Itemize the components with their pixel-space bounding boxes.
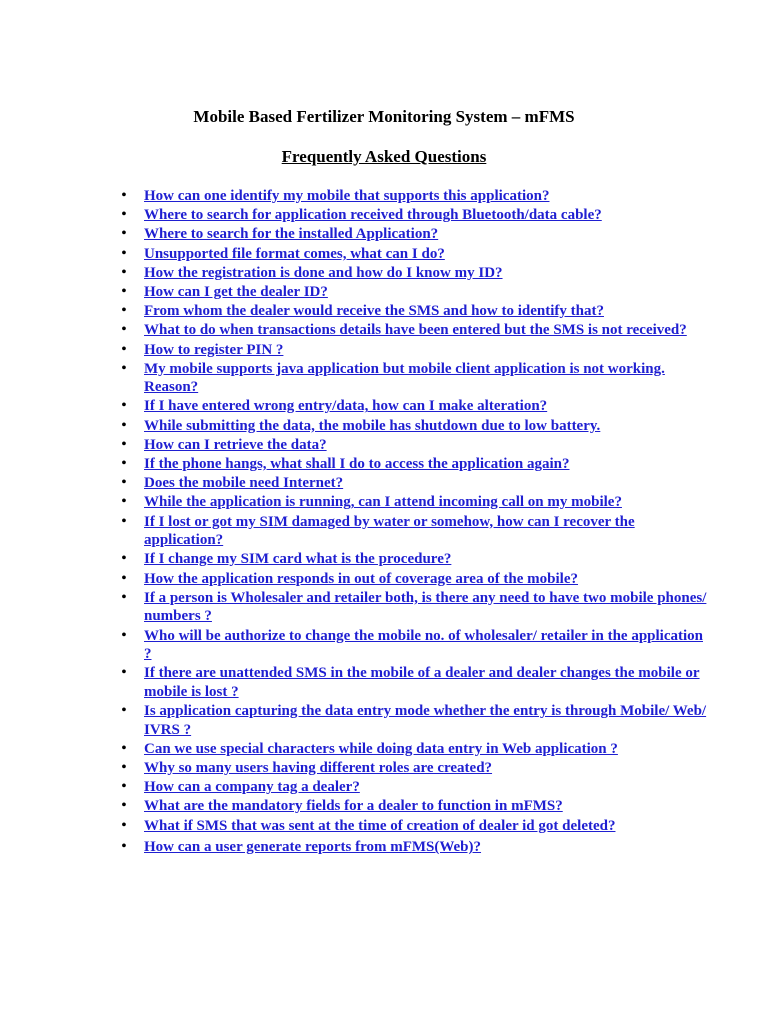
faq-item	[0, 455, 768, 474]
faq-question-link[interactable]: While submitting the data, the mobile has shutdown due to low battery.	[144, 417, 601, 434]
faq-question-link[interactable]: How the application responds in out of coverage area of the mobile?	[144, 570, 579, 587]
faq-question-link[interactable]: How can a company tag a dealer?	[144, 779, 360, 796]
faq-question-link[interactable]: What are the mandatory fields for a dealer to function in mFMS?	[144, 798, 563, 815]
bullet-icon: •	[121, 322, 127, 338]
bullet-icon: •	[121, 436, 127, 452]
faq-question-link[interactable]: If the phone hangs, what shall I do to access the application again?	[144, 456, 570, 473]
faq-item	[0, 436, 768, 455]
faq-item	[0, 245, 768, 264]
faq-question-link[interactable]: Why so many users having different roles are created?	[144, 760, 493, 777]
faq-question-link[interactable]: What if SMS that was sent at the time of creation of dealer id got deleted?	[144, 817, 616, 834]
faq-item	[0, 627, 768, 664]
bullet-icon: •	[121, 589, 127, 605]
faq-item	[0, 759, 768, 778]
faq-question-link[interactable]: Who will be authorize to change the mobile no. of wholesaler/ retailer in the application ?	[144, 627, 703, 663]
faq-item	[0, 417, 768, 436]
bullet-icon: •	[121, 494, 127, 510]
faq-item	[0, 321, 768, 340]
bullet-icon: •	[121, 798, 127, 814]
bullet-icon: •	[121, 760, 127, 776]
bullet-icon: •	[121, 226, 127, 242]
faq-question-link[interactable]: Does the mobile need Internet?	[144, 475, 344, 492]
bullet-icon: •	[121, 779, 127, 795]
bullet-icon: •	[121, 360, 127, 376]
bullet-icon: •	[121, 839, 127, 855]
faq-question-link[interactable]: How can I retrieve the data?	[144, 436, 327, 453]
faq-question-link[interactable]: If there are unattended SMS in the mobile of a dealer and dealer changes the mobile or mobile is lost ?	[144, 665, 700, 700]
faq-item	[0, 264, 768, 283]
faq-item	[0, 550, 768, 569]
bullet-icon: •	[121, 551, 127, 567]
faq-question-link[interactable]: My mobile supports java application but mobile client application is not working. Reason?	[144, 360, 665, 396]
bullet-icon: •	[121, 570, 127, 586]
bullet-icon: •	[121, 188, 127, 203]
faq-question-link[interactable]: What to do when transactions details have been entered but the SMS is not received?	[144, 322, 687, 339]
faq-item	[0, 740, 768, 759]
faq-heading: Frequently Asked Questions	[281, 147, 487, 166]
faq-item	[0, 838, 768, 857]
faq-item	[0, 817, 768, 836]
bullet-icon: •	[121, 627, 127, 643]
bullet-icon: •	[121, 417, 127, 433]
document-title: Mobile Based Fertilizer Monitoring System – mFMS	[193, 107, 575, 126]
faq-item	[0, 283, 768, 302]
faq-item	[0, 360, 768, 397]
faq-question-link[interactable]: Unsupported file format comes, what can I do?	[144, 245, 445, 262]
bullet-icon: •	[121, 456, 127, 472]
faq-question-link[interactable]: Can we use special characters while doing data entry in Web application ?	[144, 740, 618, 757]
faq-item	[0, 702, 768, 739]
bullet-icon: •	[121, 283, 127, 299]
bullet-icon: •	[121, 817, 127, 833]
faq-question-link[interactable]: Where to search for application received through Bluetooth/data cable?	[144, 207, 602, 224]
faq-item	[0, 302, 768, 321]
faq-question-link[interactable]: How can I get the dealer ID?	[144, 283, 328, 300]
faq-item	[0, 397, 768, 416]
faq-question-link[interactable]: If I lost or got my SIM damaged by water or somehow, how can I recover the application?	[144, 513, 635, 549]
faq-item	[0, 341, 768, 360]
faq-question-link[interactable]: Is application capturing the data entry mode whether the entry is through Mobile/ Web/ IVRS ?	[144, 703, 707, 738]
faq-item	[0, 225, 768, 244]
faq-item	[0, 493, 768, 512]
faq-question-link[interactable]: How the registration is done and how do I know my ID?	[144, 264, 503, 281]
faq-item	[0, 474, 768, 493]
faq-question-link[interactable]: Where to search for the installed Application?	[144, 226, 439, 243]
bullet-icon: •	[121, 207, 127, 223]
faq-question-link[interactable]: How can one identify my mobile that supports this application?	[144, 188, 550, 204]
faq-item	[0, 589, 768, 626]
bullet-icon: •	[121, 740, 127, 756]
bullet-icon: •	[121, 665, 127, 681]
bullet-icon: •	[121, 513, 127, 529]
faq-item	[0, 206, 768, 225]
bullet-icon: •	[121, 341, 127, 357]
faq-item	[0, 513, 768, 550]
bullet-icon: •	[121, 703, 127, 719]
bullet-icon: •	[121, 398, 127, 414]
bullet-icon: •	[121, 245, 127, 261]
faq-item	[0, 797, 768, 816]
bullet-icon: •	[121, 475, 127, 491]
faq-item	[0, 778, 768, 797]
faq-question-link[interactable]: While the application is running, can I attend incoming call on my mobile?	[144, 494, 622, 511]
faq-question-link[interactable]: How can a user generate reports from mFMS(Web)?	[144, 839, 482, 856]
faq-item	[0, 187, 768, 206]
faq-question-link[interactable]: If I have entered wrong entry/data, how can I make alteration?	[144, 398, 548, 415]
faq-item	[0, 664, 768, 701]
faq-question-link[interactable]: If I change my SIM card what is the procedure?	[144, 551, 452, 568]
faq-question-link[interactable]: From whom the dealer would receive the SMS and how to identify that?	[144, 303, 604, 320]
faq-list	[0, 187, 768, 857]
faq-question-link[interactable]: If a person is Wholesaler and retailer both, is there any need to have two mobile phones/ numbers ?	[144, 589, 707, 625]
faq-item	[0, 570, 768, 589]
bullet-icon: •	[121, 264, 127, 280]
bullet-icon: •	[121, 303, 127, 319]
faq-question-link[interactable]: How to register PIN ?	[144, 341, 284, 358]
